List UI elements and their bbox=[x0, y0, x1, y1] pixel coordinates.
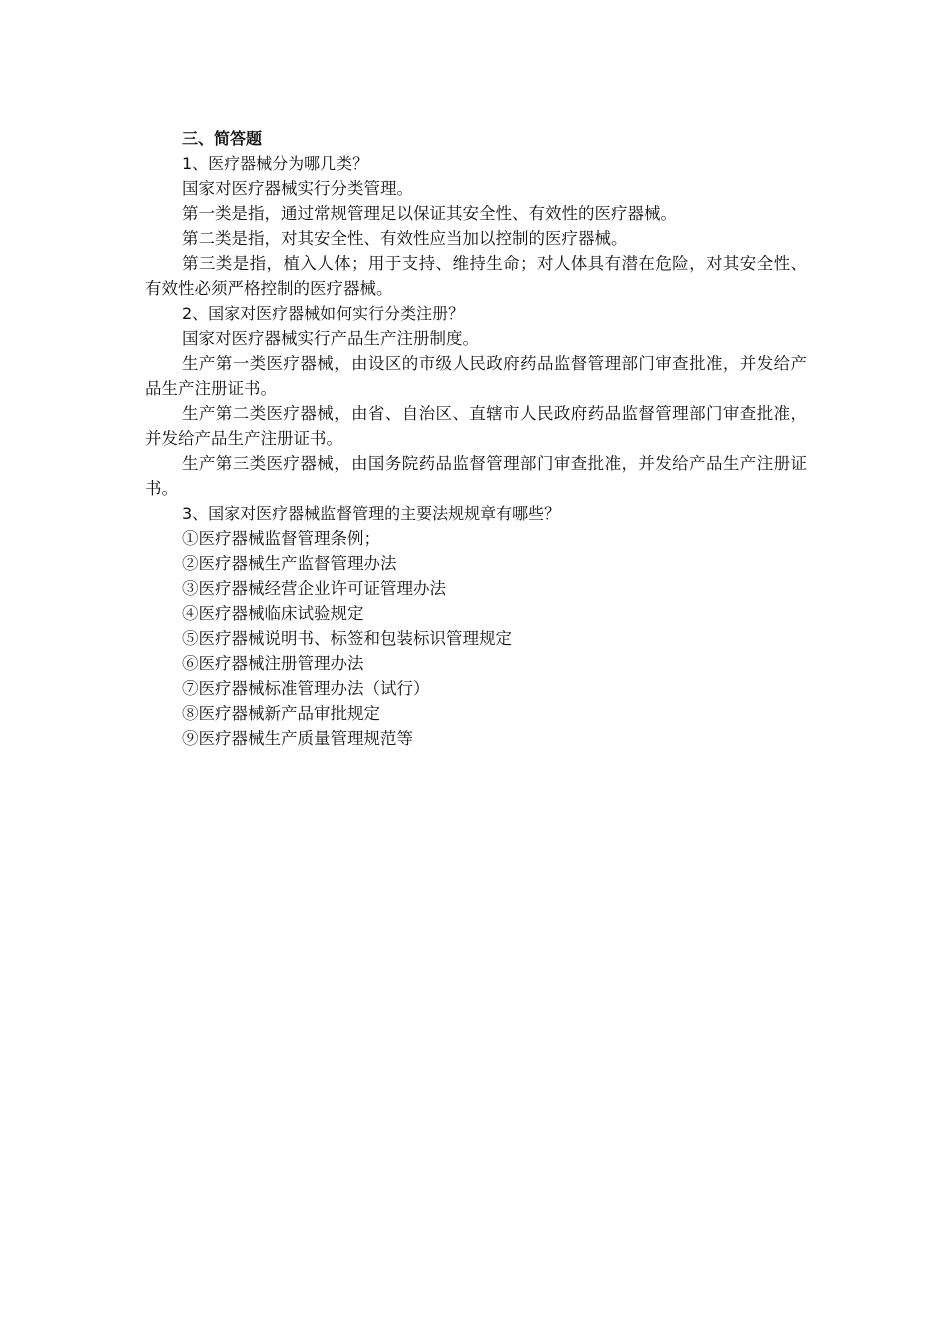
list-item: ⑤医疗器械说明书、标签和包装标识管理规定 bbox=[182, 629, 512, 648]
regulation-list bbox=[145, 526, 807, 751]
question-3: 3、国家对医疗器械监督管理的主要法规规章有哪些？ bbox=[182, 504, 561, 523]
list-item: ③医疗器械经营企业许可证管理办法 bbox=[182, 579, 446, 598]
list-item: ②医疗器械生产监督管理办法 bbox=[182, 554, 397, 573]
list-item: ⑦医疗器械标准管理办法（试行） bbox=[182, 679, 430, 698]
answer-2-line-2: 生产第一类医疗器械，由设区的市级人民政府药品监督管理部门审查批准，并发给产品生产注册证书。 bbox=[145, 354, 807, 398]
answer-2-line-3: 生产第二类医疗器械，由省、自治区、直辖市人民政府药品监督管理部门审查批准，并发给产品生产注册证书。 bbox=[145, 404, 807, 448]
list-item: ⑨医疗器械生产质量管理规范等 bbox=[182, 729, 413, 748]
list-item: ⑧医疗器械新产品审批规定 bbox=[182, 704, 380, 723]
answer-1-line-3: 第二类是指，对其安全性、有效性应当加以控制的医疗器械。 bbox=[182, 229, 628, 248]
answer-1-line-1: 国家对医疗器械实行分类管理。 bbox=[182, 179, 413, 198]
section-title: 三、简答题 bbox=[182, 129, 263, 148]
answer-1-line-4: 第三类是指，植入人体；用于支持、维持生命；对人体具有潜在危险，对其安全性、有效性必须严格控制的医疗器械。 bbox=[145, 254, 807, 298]
answer-2-line-1: 国家对医疗器械实行产品生产注册制度。 bbox=[182, 329, 479, 348]
document-page bbox=[145, 126, 807, 751]
question-2: 2、国家对医疗器械如何实行分类注册？ bbox=[182, 304, 465, 323]
question-1: 1、医疗器械分为哪几类？ bbox=[182, 154, 369, 173]
answer-2-line-4: 生产第三类医疗器械，由国务院药品监督管理部门审查批准，并发给产品生产注册证书。 bbox=[145, 454, 807, 498]
list-item: ①医疗器械监督管理条例； bbox=[182, 529, 380, 548]
list-item: ④医疗器械临床试验规定 bbox=[182, 604, 364, 623]
answer-1-line-2: 第一类是指，通过常规管理足以保证其安全性、有效性的医疗器械。 bbox=[182, 204, 677, 223]
list-item: ⑥医疗器械注册管理办法 bbox=[182, 654, 364, 673]
